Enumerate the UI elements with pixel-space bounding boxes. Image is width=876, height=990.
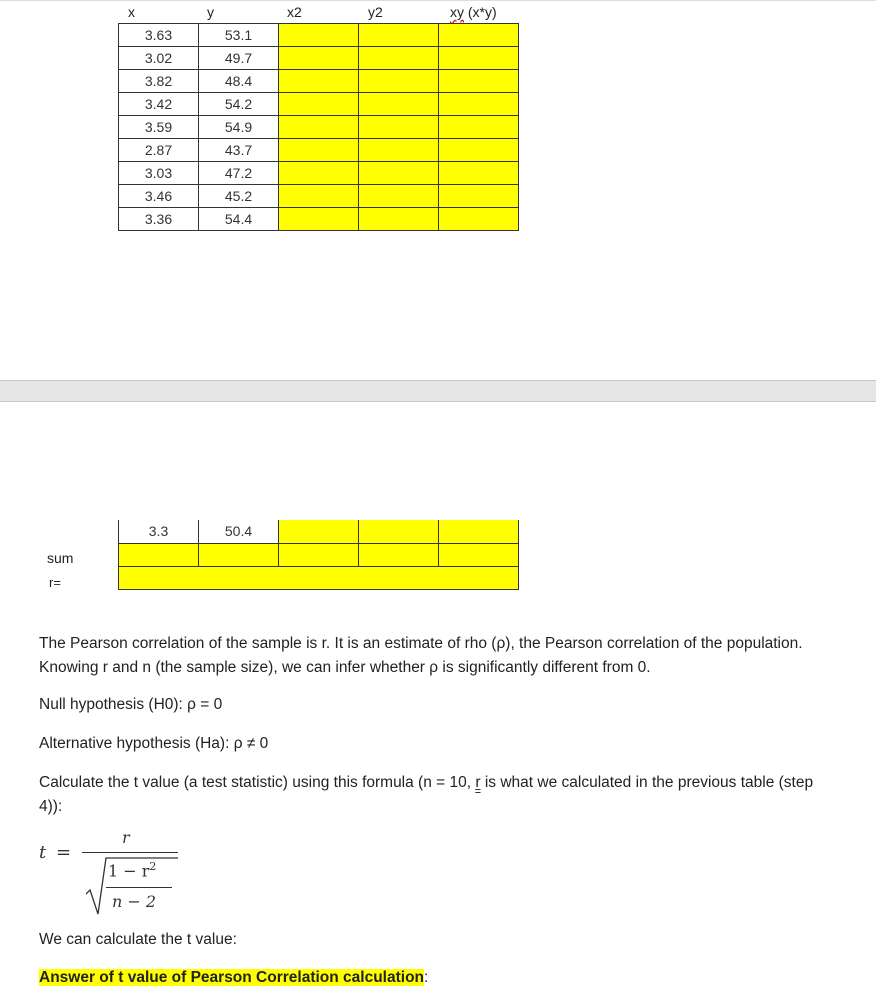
r-label: r= [49,575,61,590]
pearson-explanation: The Pearson correlation of the sample is r. It is an estimate of rho (ρ), the Pearson correlation of the population. Knowing r and n (the sample size), we can infer whether ρ is significantly different from 0. [39,635,803,676]
cell-x2[interactable] [279,139,359,162]
calc-r: r [475,774,481,791]
table-row [119,520,519,543]
table-row [119,208,519,231]
cell-y: 54.9 [199,116,279,139]
r-row [119,566,519,589]
sum-xy-cell[interactable] [439,543,519,566]
cell-y2[interactable] [359,47,439,70]
data-table-top [118,23,519,231]
header-y2: y2 [368,4,383,20]
cell-x2[interactable] [279,24,359,47]
cell-xy[interactable] [439,47,519,70]
sum-row [119,543,519,566]
table-row [119,70,519,93]
cell-x: 3.82 [119,70,199,93]
header-y: y [207,4,214,20]
r-value-cell[interactable] [119,566,519,589]
calc-pre: Calculate the t value (a test statistic) using this formula (n = 10, [39,774,476,791]
cell-x2[interactable] [279,116,359,139]
cell-xy[interactable] [439,520,519,543]
answer-colon: : [424,969,429,986]
cell-x: 3.3 [119,520,199,543]
answer-line [39,966,428,990]
cell-y: 50.4 [199,520,279,543]
top-border [0,0,876,1]
cell-x: 2.87 [119,139,199,162]
cell-y: 54.4 [199,208,279,231]
cell-y: 53.1 [199,24,279,47]
cell-xy[interactable] [439,70,519,93]
header-x2: x2 [287,4,302,20]
cell-y: 54.2 [199,93,279,116]
formula-r: r [122,828,130,847]
cell-x2[interactable] [279,208,359,231]
cell-x: 3.46 [119,185,199,208]
alternative-hypothesis: Alternative hypothesis (Ha): ρ ≠ 0 [39,735,269,752]
cell-x: 3.63 [119,24,199,47]
sum-y2-cell[interactable] [359,543,439,566]
cell-xy[interactable] [439,93,519,116]
header-xy [450,4,497,20]
cell-y: 48.4 [199,70,279,93]
t-formula [36,826,186,921]
null-hypothesis: Null hypothesis (H0): ρ = 0 [39,696,223,713]
data-table-bottom [118,520,519,590]
sum-label: sum [47,550,74,566]
header-xy-word: xy [450,4,464,20]
cell-x2[interactable] [279,520,359,543]
table-row [119,139,519,162]
table-row [119,93,519,116]
cell-x: 3.02 [119,47,199,70]
table-row [119,47,519,70]
calc-post: is what we calculated in the previous table (step 4)): [39,774,814,815]
header-xy-formula: (x*y) [467,4,497,20]
cell-x2[interactable] [279,93,359,116]
table-row [119,24,519,47]
calc-instructions [39,771,839,819]
cell-x2[interactable] [279,47,359,70]
cell-y2[interactable] [359,162,439,185]
formula-eq: = [56,842,72,863]
formula-main-bar [82,852,178,853]
cell-y: 43.7 [199,139,279,162]
formula-one-minus: 1 − r [108,861,150,881]
cell-x: 3.42 [119,93,199,116]
we-can-calculate: We can calculate the t value: [39,931,237,948]
cell-y: 47.2 [199,162,279,185]
sum-x-cell[interactable] [119,543,199,566]
page-break [0,380,876,402]
cell-x2[interactable] [279,70,359,93]
cell-xy[interactable] [439,24,519,47]
formula-square: 2 [149,860,157,873]
answer-label: Answer of t value of Pearson Correlation calculation [39,969,425,986]
table-row [119,162,519,185]
cell-y2[interactable] [359,520,439,543]
cell-y2[interactable] [359,24,439,47]
sum-y-cell[interactable] [199,543,279,566]
header-x: x [128,4,135,20]
cell-xy[interactable] [439,162,519,185]
cell-y: 45.2 [199,185,279,208]
cell-x: 3.59 [119,116,199,139]
cell-y2[interactable] [359,93,439,116]
cell-y2[interactable] [359,185,439,208]
formula-inner-bar [106,887,172,888]
cell-y2[interactable] [359,139,439,162]
cell-y2[interactable] [359,116,439,139]
cell-y2[interactable] [359,70,439,93]
table-row [119,185,519,208]
cell-x2[interactable] [279,162,359,185]
formula-denominator: n − 2 [112,892,157,911]
cell-x: 3.36 [119,208,199,231]
cell-x: 3.03 [119,162,199,185]
formula-t: t [39,842,47,863]
cell-y2[interactable] [359,208,439,231]
cell-xy[interactable] [439,116,519,139]
table-row [119,116,519,139]
cell-xy[interactable] [439,208,519,231]
sum-x2-cell[interactable] [279,543,359,566]
cell-xy[interactable] [439,185,519,208]
cell-x2[interactable] [279,185,359,208]
cell-y: 49.7 [199,47,279,70]
formula-numerator [108,860,156,880]
cell-xy[interactable] [439,139,519,162]
